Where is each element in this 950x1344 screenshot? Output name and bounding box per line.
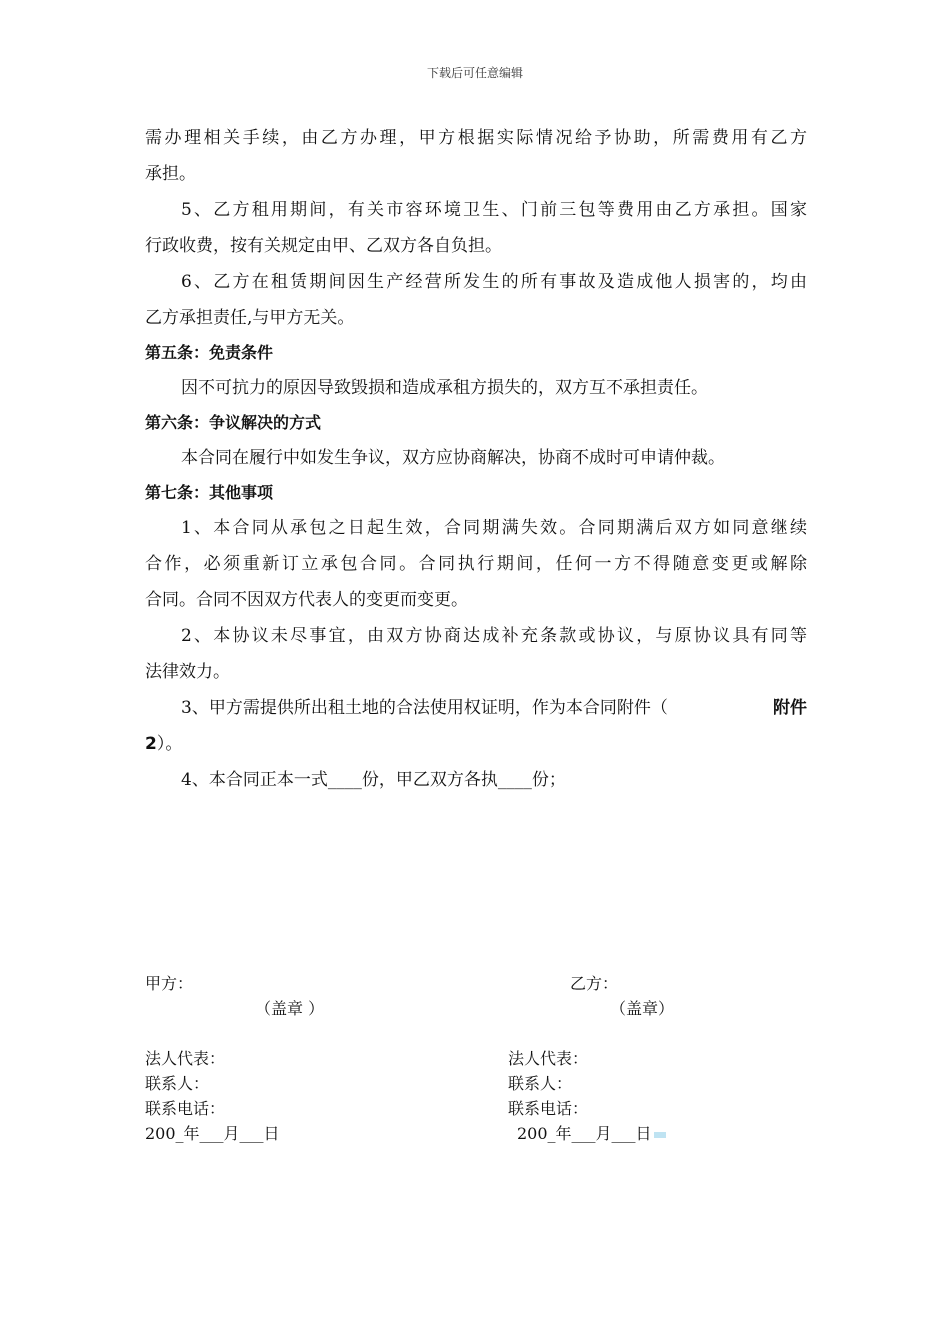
item-1-line: 1、本合同从承包之日起生效，合同期满失效。合同期满后双方如同意继续 <box>181 518 807 538</box>
party-a-seal: （盖章 ） <box>255 999 325 1018</box>
party-b-label: 乙方： <box>570 974 619 993</box>
article-6-heading: 第六条：争议解决的方式 <box>145 413 322 432</box>
item-3-end: ）。 <box>156 734 183 754</box>
article-6-text: 本合同在履行中如发生争议，双方应协商解决，协商不成时可申请仲裁。 <box>181 448 725 468</box>
clause-6-line: 乙方承担责任,与甲方无关。 <box>145 308 355 328</box>
item-1-line: 合作，必须重新订立承包合同。合同执行期间，任何一方不得随意变更或解除 <box>145 554 807 574</box>
party-a-date: 200_年___月___日 <box>145 1124 280 1143</box>
paragraph-line: 需办理相关手续，由乙方办理，甲方根据实际情况给予协助，所需费用有乙方 <box>145 128 807 148</box>
page-header: 下载后可任意编辑 <box>426 66 523 80</box>
item-4-line: 4、本合同正本一式____份，甲乙双方各执____份； <box>181 770 566 790</box>
party-a-label: 甲方： <box>145 974 194 993</box>
party-a-legal-rep: 法人代表： <box>145 1049 226 1068</box>
clause-5-line: 5、乙方租用期间，有关市容环境卫生、门前三包等费用由乙方承担。国家 <box>181 200 807 220</box>
clause-5-line: 行政收费，按有关规定由甲、乙双方各自负担。 <box>145 236 502 256</box>
clause-6-line: 6、乙方在租赁期间因生产经营所发生的所有事故及造成他人损害的，均由 <box>181 272 807 292</box>
party-b-legal-rep: 法人代表： <box>508 1049 589 1068</box>
article-5-heading: 第五条：免责条件 <box>145 343 274 362</box>
item-3-line <box>145 690 807 726</box>
party-b-date: 200_年___月___日 <box>517 1124 652 1143</box>
party-b-seal: （盖章） <box>610 999 675 1018</box>
attachment-label: 附件 <box>773 698 807 718</box>
highlight-mark <box>654 1132 666 1138</box>
item-3-text: 3、甲方需提供所出租土地的合法使用权证明，作为本合同附件（ <box>181 698 668 718</box>
item-3-line <box>145 726 807 762</box>
party-a-contact: 联系人： <box>145 1074 210 1093</box>
party-b-phone: 联系电话： <box>508 1099 589 1118</box>
contract-body <box>145 120 807 798</box>
party-b-date-row <box>517 1122 666 1146</box>
item-2-line: 法律效力。 <box>145 662 230 682</box>
article-5-text: 因不可抗力的原因导致毁损和造成承租方损失的，双方互不承担责任。 <box>181 378 708 398</box>
paragraph-line: 承担。 <box>145 164 196 184</box>
item-1-line: 合同。合同不因双方代表人的变更而变更。 <box>145 590 468 610</box>
party-a-phone: 联系电话： <box>145 1099 226 1118</box>
attachment-number: 2 <box>145 734 157 754</box>
article-7-heading: 第七条：其他事项 <box>145 483 274 502</box>
item-2-line: 2、本协议未尽事宜，由双方协商达成补充条款或协议，与原协议具有同等 <box>181 626 807 646</box>
party-b-contact: 联系人： <box>508 1074 573 1093</box>
